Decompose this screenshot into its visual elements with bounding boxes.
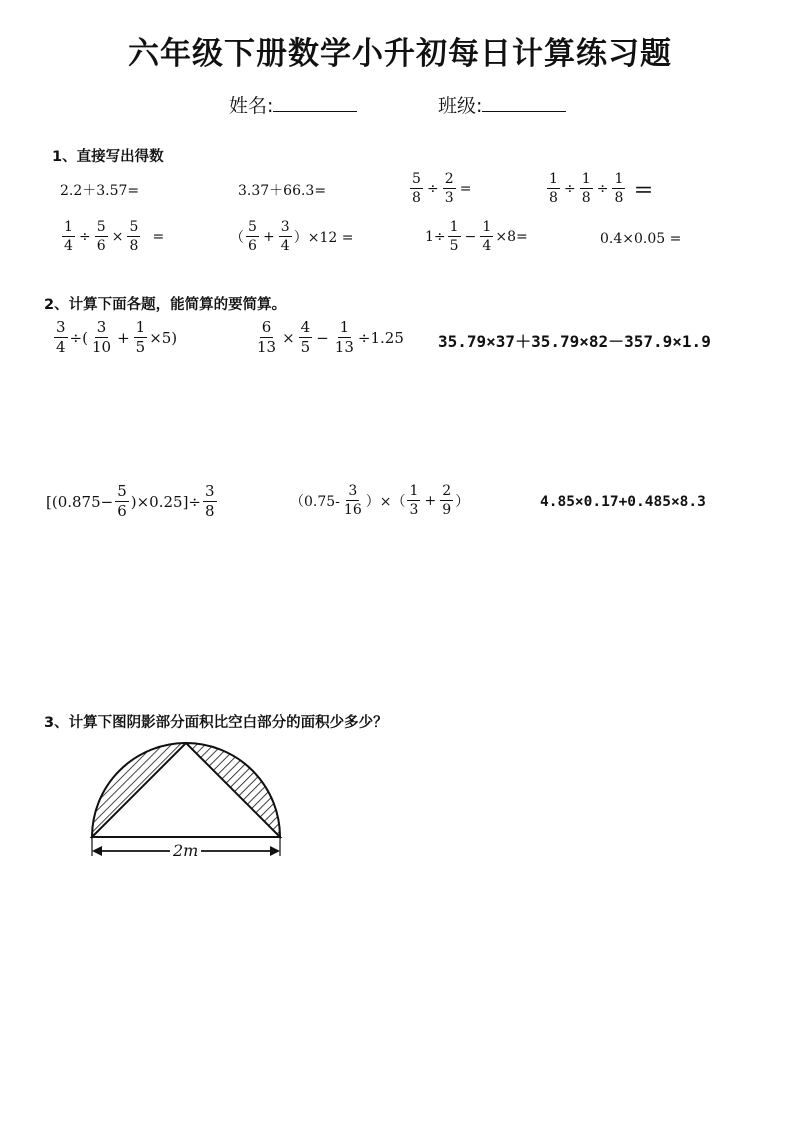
fraction: $\frac{5}{6}$ xyxy=(117,482,127,520)
s2-r1-e3: 35.79×37＋35.79×82－357.9×1.9 xyxy=(438,332,711,351)
fraction: $\frac{1}{8}$ xyxy=(580,172,593,205)
fraction: $\frac{2}{9}$ xyxy=(440,484,453,517)
fraction: $\frac{2}{3}$ xyxy=(443,172,456,205)
s1-r2-e4: 0.4×0.05 = xyxy=(600,231,682,247)
s1-r1-e4: $\frac{1}{8}$ ÷ $\frac{1}{8}$ ÷ $\frac{1}{8}$ ＝ xyxy=(545,172,653,205)
s1-r1-e1: 2.2＋3.57= xyxy=(60,183,140,199)
class-blank[interactable] xyxy=(482,93,566,112)
fraction: $\frac{1}{8}$ xyxy=(612,172,625,205)
name-field[interactable] xyxy=(229,91,357,118)
section1-heading: 1、直接写出得数 xyxy=(52,149,164,165)
fraction: $\frac{1}{5}$ xyxy=(448,220,461,253)
s2-r2-e1: [(0.875− $\frac{5}{6}$ )×0.25]÷ $\frac{3}{8}$ xyxy=(46,482,215,520)
fraction: $\frac{5}{6}$ xyxy=(246,220,259,253)
s2-r1-e1: $\frac{3}{4}$ ÷( $\frac{3}{10}$ + $\frac{1}{5}$ ×5) xyxy=(56,318,178,356)
s2-r2-e2: （0.75- $\frac{3}{16}$ ）×（ $\frac{1}{3}$ + $\frac{2}{9}$ ） xyxy=(290,483,470,518)
fraction: $\frac{6}{13}$ xyxy=(257,318,277,356)
fraction: $\frac{1}{3}$ xyxy=(407,484,420,517)
class-field[interactable] xyxy=(438,91,566,118)
fraction: $\frac{5}{8}$ xyxy=(410,172,423,205)
fraction: $\frac{1}{8}$ xyxy=(547,172,560,205)
s2-r2-e3: 4.85×0.17+0.485×8.3 xyxy=(540,494,706,510)
page-title: 六年级下册数学小升初每日计算练习题 xyxy=(128,36,672,72)
s1-r1-e2: 3.37＋66.3= xyxy=(238,183,327,199)
fraction: $\frac{1}{4}$ xyxy=(480,220,493,253)
class-label: 班级: xyxy=(438,95,483,117)
arrow-right-icon xyxy=(270,846,280,856)
fraction: $\frac{1}{13}$ xyxy=(334,318,354,356)
fraction: $\frac{3}{4}$ xyxy=(56,318,66,356)
name-label: 姓名: xyxy=(229,95,274,117)
fraction: $\frac{1}{4}$ xyxy=(62,220,75,253)
s1-r2-e3: 1÷ $\frac{1}{5}$ − $\frac{1}{4}$ ×8= xyxy=(425,219,528,254)
s1-r2-e2: （ $\frac{5}{6}$ + $\frac{3}{4}$ ）×12 = xyxy=(230,219,354,254)
s1-r1-e3: $\frac{5}{8}$ ÷ $\frac{2}{3}$ = xyxy=(408,172,473,205)
section2-heading: 2、计算下面各题，能简算的要简算。 xyxy=(44,297,287,313)
fraction: $\frac{3}{10}$ xyxy=(91,318,112,356)
name-blank[interactable] xyxy=(273,93,357,112)
fraction: $\frac{3}{4}$ xyxy=(279,220,292,253)
fraction: $\frac{5}{8}$ xyxy=(127,220,140,253)
fraction: $\frac{5}{6}$ xyxy=(95,220,108,253)
fraction: $\frac{3}{16}$ xyxy=(343,483,362,518)
s2-r1-e2: $\frac{6}{13}$ × $\frac{4}{5}$ − $\frac{1}{13}$ ÷1.25 xyxy=(257,318,404,356)
fraction: $\frac{3}{8}$ xyxy=(205,482,215,520)
arrow-left-icon xyxy=(92,846,102,856)
fraction: $\frac{1}{5}$ xyxy=(135,318,146,356)
diameter-label: 2m xyxy=(170,841,201,860)
s1-r2-e1: $\frac{1}{4}$ ÷ $\frac{5}{6}$ × $\frac{5}{8}$ = xyxy=(60,220,166,253)
section3-heading: 3、计算下图阴影部分面积比空白部分的面积少多少？ xyxy=(44,715,388,731)
fraction: $\frac{4}{5}$ xyxy=(300,318,311,356)
